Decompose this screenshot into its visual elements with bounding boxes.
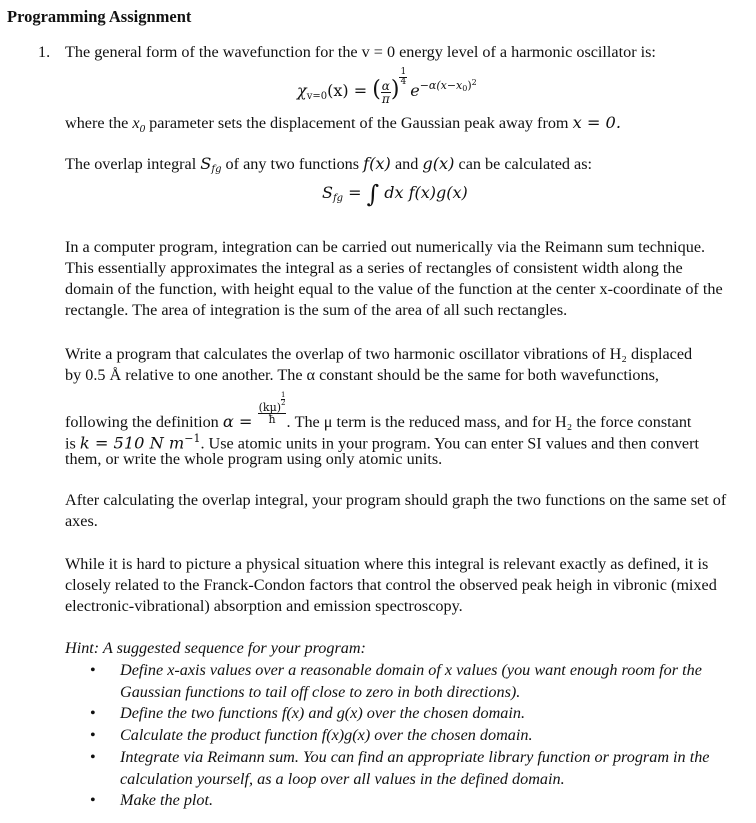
wavefunction-equation — [297, 68, 477, 105]
eq1-exp-den: 4 — [400, 77, 407, 87]
bullet-icon: • — [90, 791, 96, 810]
write-line-3-a: following the definition — [65, 413, 223, 431]
overlap-c: and — [390, 155, 423, 173]
eq2-S-sub: fg — [332, 193, 344, 204]
overlap-fx: f(x) — [363, 154, 391, 173]
alpha-exp-d: 2 — [281, 399, 286, 407]
alpha-num: (kμ) — [258, 401, 282, 414]
where-x0-sub: 0 — [139, 123, 146, 136]
hint-text: Make the plot. — [120, 791, 214, 810]
where-c: x = 0. — [572, 113, 622, 132]
write-line-4-a: is — [65, 434, 80, 453]
eq1-paren-close: ) — [390, 77, 400, 102]
franck-condon-paragraph: While it is hard to picture a physical situation where this integral is relevant exactly as defined, it is closely related to the Franck-Condon factors that control the observed peak heigh in vibronic (mixed electronic-vibrational) absorption and emission spectroscopy. — [65, 555, 717, 615]
alpha-frac-den: ħ — [268, 413, 276, 426]
intro-line: The general form of the wavefunction for the v = 0 energy level of a harmonic oscillator is: — [65, 43, 656, 61]
eq1-paren-open: ( — [372, 77, 381, 102]
eq1-exp-num: 1 — [400, 67, 407, 77]
eq2-body: dx f(x)g(x) — [379, 183, 468, 202]
hint-item — [65, 790, 745, 812]
eq1-power: −α(x−x — [419, 79, 463, 92]
overlap-line — [65, 153, 592, 180]
reimann-paragraph: In a computer program, integration can be carried out numerically via the Reimann sum technique. This essentially approximates the integral as a series of rectangles of consistent width along the domain of the function, with height equal to the value of the function at the center x-coordinate of the rectangle. The area of integration is the sum of the area of all such rectangles. — [65, 238, 723, 319]
alpha-num-exp — [281, 392, 285, 407]
write-line-5: them, or write the whole program using only atomic units. — [65, 450, 443, 468]
hint-item — [65, 703, 745, 725]
alpha-eq: α = — [222, 412, 258, 431]
alpha-fraction — [258, 392, 287, 425]
eq2-integral: ∫ — [366, 180, 380, 208]
eq1-e: e — [410, 81, 420, 100]
write-line-1: Write a program that calculates the overlap of two harmonic oscillator vibrations of H₂ displaced — [65, 345, 693, 363]
eq2-S: S — [322, 183, 333, 202]
alpha-frac-num — [258, 392, 287, 414]
overlap-S-sub: fg — [211, 164, 222, 175]
overlap-equation — [322, 180, 468, 208]
hint-text: Define x-axis values over a reasonable domain of x values (you want enough room for the Gaussian functions to tail off close to zero in both directions). — [120, 661, 702, 701]
eq1-exponent-fraction — [399, 68, 407, 87]
bullet-icon: • — [90, 726, 96, 745]
hint-title: Hint: A suggested sequence for your program: — [65, 639, 366, 657]
write-line-4-b: . Use atomic units in your program. You can enter SI values and then convert — [200, 434, 700, 453]
where-x0: x — [132, 114, 140, 132]
bullet-icon: • — [90, 704, 96, 723]
where-a: where the — [65, 114, 133, 132]
eq1-frac-den: π — [381, 91, 390, 106]
overlap-gx: g(x) — [422, 154, 455, 173]
alpha-exp-n: 1 — [281, 391, 286, 399]
hint-item — [65, 747, 745, 790]
overlap-b: of any two functions — [221, 155, 364, 173]
graph-paragraph: After calculating the overlap integral, your program should graph the two functions on the same set of axes. — [65, 491, 727, 530]
page-title: Programming Assignment — [7, 7, 192, 26]
write-line-2: by 0.5 Å relative to one another. The α constant should be the same for both wavefunctions, — [65, 366, 659, 384]
write-line-3 — [65, 392, 691, 433]
bullet-icon: • — [90, 747, 96, 766]
bullet-icon: • — [90, 661, 96, 679]
write-line-3-b: . The μ term is the reduced mass, and for H₂ the force constant — [286, 413, 692, 431]
eq1-arg: (x) = — [327, 81, 373, 100]
eq1-chi-subscript: v=0 — [306, 91, 328, 102]
eq1-frac-num: α — [381, 78, 390, 93]
hint-text: Integrate via Reimann sum. You can find an appropriate library function or program in the calculation yourself, as a loop over all values in the defined domain. — [120, 747, 710, 788]
overlap-a: The overlap integral — [65, 155, 201, 173]
force-constant: k = 510 N m — [79, 433, 185, 453]
hint-item — [65, 725, 745, 747]
where-b: parameter sets the displacement of the Gaussian peak away from — [145, 114, 573, 132]
overlap-d: can be calculated as: — [454, 155, 592, 173]
hint-text: Define the two functions f(x) and g(x) over the chosen domain. — [120, 704, 526, 723]
hint-item — [65, 660, 745, 703]
eq1-fraction — [381, 80, 391, 105]
force-constant-exp: −1 — [184, 432, 201, 445]
hint-text: Calculate the product function f(x)g(x) over the chosen domain. — [120, 726, 533, 745]
eq1-power-end: ) — [467, 79, 472, 92]
eq1-chi: χ — [297, 81, 307, 100]
overlap-S: S — [200, 154, 212, 173]
where-line — [65, 112, 621, 140]
eq1-power-sub: 0 — [462, 84, 468, 93]
hint-list — [65, 660, 745, 812]
item-number: 1. — [38, 43, 51, 61]
eq1-power-square: 2 — [471, 78, 477, 87]
eq2-equals: = — [343, 183, 367, 202]
